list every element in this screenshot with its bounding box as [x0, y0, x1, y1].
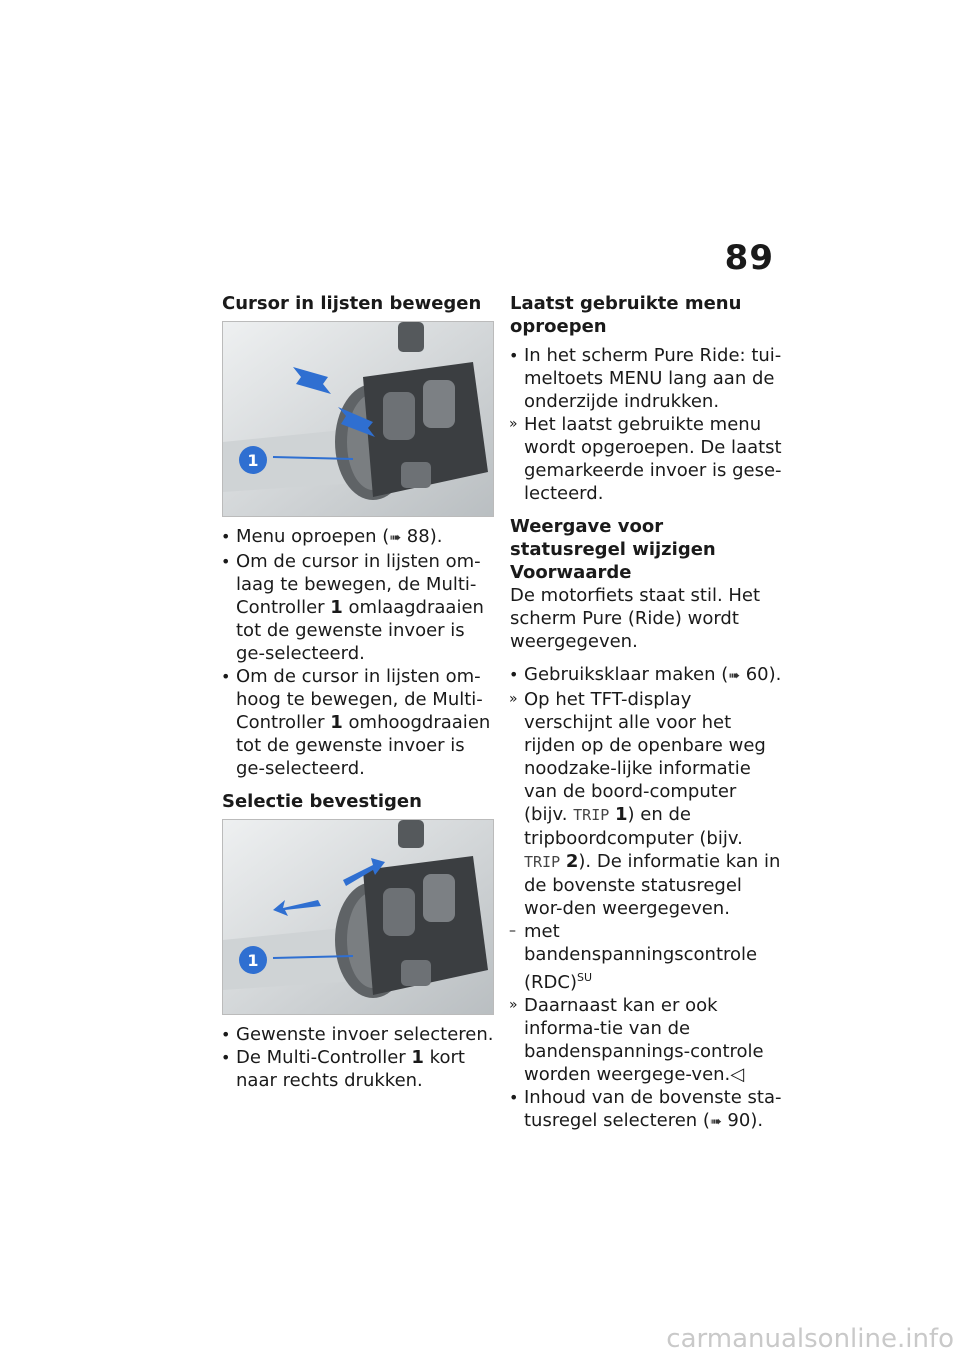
arrow-right-icon: ➠	[389, 530, 402, 546]
list-item: • Om de cursor in lijsten om-laag te bewegen, de Multi-Controller 1 omlaagdraaien tot de gewenste invoer is ge-selecteerd.	[221, 551, 484, 664]
prerequisite-text: De motorfiets staat stil. Het scherm Pure (Ride) wordt weergegeven.	[510, 585, 761, 652]
list-item: » Daarnaast kan er ook informa-tie van de bandenspannings-controle worden weergege-ven.◁	[509, 995, 764, 1085]
callout-label: 1	[247, 451, 259, 470]
page-number: 89	[724, 238, 774, 278]
watermark: carmanualsonline.info	[666, 1324, 954, 1354]
controller-illustration-1	[223, 322, 494, 517]
figure-controller-press	[222, 819, 494, 1015]
heading-confirm: Selectie bevestigen	[222, 791, 422, 812]
list-item: » Op het TFT-display verschijnt alle voor het rijden op de openbare weg noodzake-lijke informatie van de boord-computer (bijv. TRIP 1) en de tripboordcomputer (bijv. TRIP 2). De informatie kan in de bovenste statusregel wor-den weergegeven.	[509, 689, 781, 919]
list-cursor	[222, 525, 494, 780]
heading-cursor: Cursor in lijsten bewegen	[222, 293, 482, 314]
controller-illustration-2	[223, 820, 494, 1015]
arrow-right-icon: ➠	[728, 668, 740, 684]
list-item: • Inhoud van de bovenste sta-tusregel selecteren (➠ 90).	[509, 1087, 782, 1131]
list-last-menu	[510, 344, 782, 505]
heading-last-menu: Laatst gebruikte menu oproepen	[510, 293, 742, 337]
list-item: » Het laatst gebruikte menu wordt opgeroepen. De laatst gemarkeerde invoer is gese-lecteerd.	[509, 414, 782, 504]
right-column	[510, 292, 782, 1134]
list-item: • In het scherm Pure Ride: tui-meltoets MENU lang aan de onderzijde indrukken.	[509, 345, 782, 412]
list-status-line	[510, 663, 782, 1134]
figure-controller-rotate	[222, 321, 494, 517]
callout-label: 1	[247, 951, 259, 970]
list-confirm	[222, 1023, 494, 1092]
list-item: • Menu oproepen (➠ 88).	[221, 526, 443, 547]
list-item: – met bandenspanningscontrole (RDC)$^{SU}$	[509, 921, 758, 993]
list-item: • De Multi-Controller 1 kort naar rechts drukken.	[221, 1047, 465, 1091]
arrow-right-icon: ➠	[709, 1114, 722, 1130]
list-item: • Om de cursor in lijsten om-hoog te bewegen, de Multi-Controller 1 omhoogdraaien tot de gewenste invoer is ge-selecteerd.	[221, 666, 491, 779]
list-item: • Gebruiksklaar maken (➠ 60).	[509, 664, 782, 685]
heading-status-line: Weergave voor statusregel wijzigen	[510, 516, 716, 560]
left-column	[222, 292, 494, 1092]
heading-prerequisite: Voorwaarde	[510, 562, 632, 583]
list-item: • Gewenste invoer selecteren.	[221, 1024, 494, 1045]
